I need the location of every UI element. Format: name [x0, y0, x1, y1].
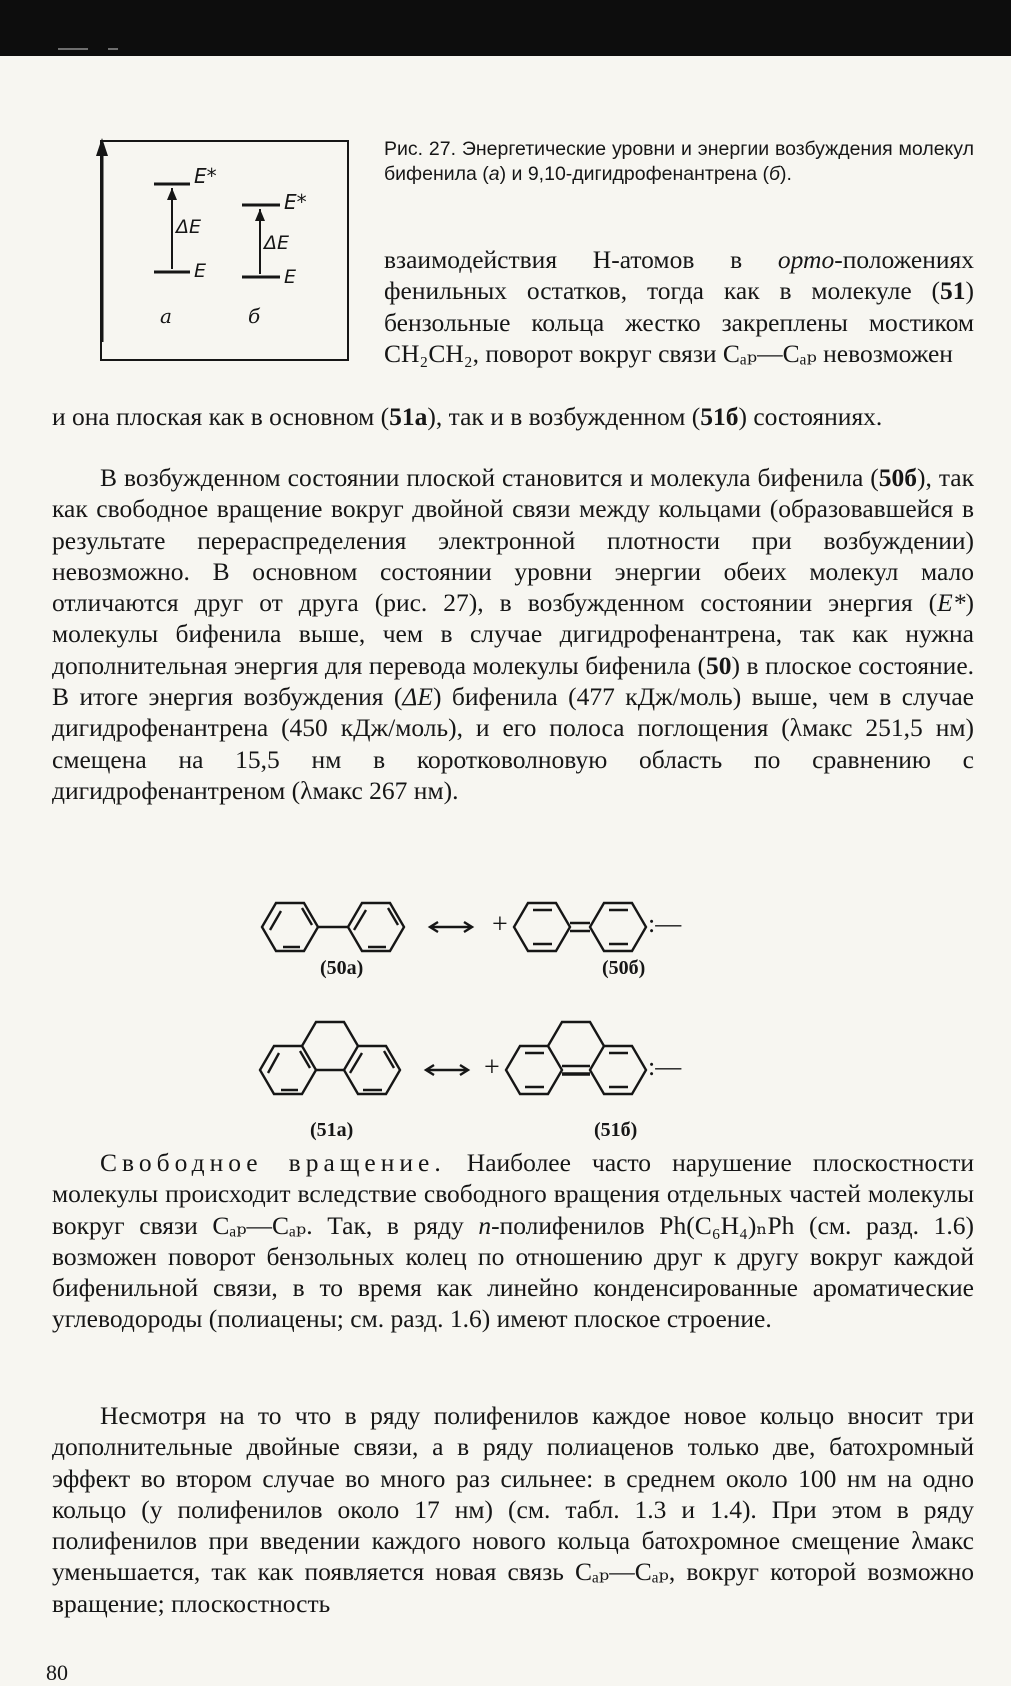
section-heading: Свободное вращение.: [100, 1148, 446, 1177]
compound-ref: 50б: [878, 463, 917, 492]
text-run: В возбужденном состоянии плоской становится и молекула бифенила (: [100, 463, 879, 492]
text-run: и она плоская как в основном (: [52, 402, 390, 431]
label-molecule-a: а: [160, 304, 172, 328]
caption-a: а: [488, 163, 500, 185]
paragraph-excited-state: [52, 462, 974, 806]
text-run: ) состояниях.: [738, 402, 883, 431]
label-e-b: E: [284, 266, 297, 288]
text-run: ) молекулы бифенила выше, чем в случае дигидрофенантрена, так как нужна дополнительная энергия для перевода молекулы бифенила (: [52, 588, 974, 680]
text-run: орто: [777, 245, 835, 274]
text-run: -полифенилов Ph(C₆H₄)ₙPh (см. разд. 1.6) возможен поворот бензольных колец по отношению друг к другу вокруг каждой бифенильной связи, в то время как линейно конденсированные ароматические углеводороды (полиацены; см. разд. 1.6) имеют плоское строение.: [52, 1210, 974, 1334]
label-delta-e-b: ΔE: [264, 232, 290, 254]
label-50b: (50б): [602, 957, 646, 979]
plus-charge-50b: +: [492, 909, 508, 940]
label-51a: (51а): [310, 1119, 354, 1141]
text-run: ), так как свободное вращение вокруг двойной связи между кольцами (образовавшейся в результате перераспределения электронной плотности при возбуждении) невозможно. В основном состоянии уровни энергии обеих молекул мало отличаются друг от друга (рис. 27), в возбужденном состоянии энергия (: [52, 463, 975, 618]
text-run: ΔE: [402, 682, 433, 712]
minus-charge-50b: :—: [648, 909, 682, 938]
text-run: ) бензольные кольца жестко закреплены мостиком CH₂CH₂, поворот вокруг связи Cₐₚ—Cₐₚ невозможен: [384, 276, 974, 368]
energy-axis-arrowhead: [96, 138, 108, 156]
structure-50a: [262, 903, 404, 951]
label-delta-e-a: ΔE: [176, 216, 202, 238]
caption-text: Энергетические уровни и энергии возбуждения молекул бифенила (: [384, 138, 974, 185]
compound-ref: 51б: [700, 402, 739, 431]
label-estar-a: E*: [194, 164, 217, 188]
plus-charge-51b: +: [484, 1052, 500, 1083]
structure-51a: [260, 1022, 400, 1094]
paragraph-interaction: [384, 244, 974, 369]
text-run: ) бифенила (477 кДж/моль) выше, чем в случае дигидрофенантрена (450 кДж/моль), и его полоса поглощения (λмакс 251,5 нм) смещена на 15,5 нм в коротковолновую область по сравнению с дигидрофенантреном (λмакс 267 нм).: [52, 682, 974, 805]
label-estar-b: E*: [284, 190, 307, 214]
text-run: -положениях фенильных остатков, тогда как в молекуле (: [384, 245, 974, 306]
energy-level-figure: [100, 140, 349, 361]
caption-text: ).: [780, 163, 792, 185]
text-run: ) в плоское состояние. В итоге энергия возбуждения (: [52, 650, 975, 712]
compound-ref: 50: [706, 650, 732, 680]
caption-text: ) и 9,10-дигидрофенантрена (: [499, 163, 770, 185]
figure-caption: [384, 137, 974, 187]
compound-ref: 51а: [389, 402, 428, 431]
page-number: 80: [46, 1660, 68, 1685]
compound-ref: 51: [940, 276, 966, 306]
scan-mark: [58, 48, 88, 50]
text-run: Наиболее часто нарушение плоскостности молекулы происходит вследствие свободного вращения отдельных частей молекулы вокруг связи Cₐₚ—Cₐₚ. Так, в ряду: [52, 1148, 974, 1240]
resonance-arrow-1: [430, 922, 472, 932]
paragraph-polyphenyls: Несмотря на то что в ряду полифенилов каждое новое кольцо вносит три дополнительные двойные связи, а в ряду полиаценов только две, батохромный эффект во втором случае во много раз сильнее: в среднем около 100 нм на одно кольцо (у полифенилов около 17 нм) (см. табл. 1.3 и 1.4). При этом в ряду полифенилов при введении каждого нового кольца батохромное смещение λмакс уменьшается, так как появляется новая связь Cₐₚ—Cₐₚ, вокруг которой возможно вращение; плоскостность: [52, 1401, 974, 1618]
paragraph-free-rotation: [52, 1147, 974, 1335]
energy-level-diagram: [102, 142, 347, 359]
label-50a: (50а): [320, 957, 364, 979]
text-run: n: [478, 1210, 492, 1240]
text-run: ), так и в возбужденном (: [427, 402, 701, 431]
label-molecule-b: б: [248, 304, 261, 328]
text-run: E*: [937, 588, 966, 618]
structures-drawing: [250, 885, 790, 1150]
paragraph-interaction-cont: [52, 401, 974, 432]
structure-51b: [506, 1022, 646, 1094]
scan-mark: [108, 48, 118, 50]
resonance-arrow-2: [426, 1065, 468, 1075]
resonance-structures: [250, 885, 790, 1150]
scan-top-border: [0, 0, 1011, 56]
caption-number: Рис. 27.: [384, 138, 457, 160]
text-run: взаимодействия Н-атомов в: [384, 245, 778, 274]
caption-b: б: [769, 163, 781, 185]
minus-charge-51b: :—: [648, 1052, 682, 1081]
label-51b: (51б): [594, 1119, 638, 1141]
label-e-a: E: [194, 260, 207, 282]
structure-50b: [514, 903, 646, 951]
